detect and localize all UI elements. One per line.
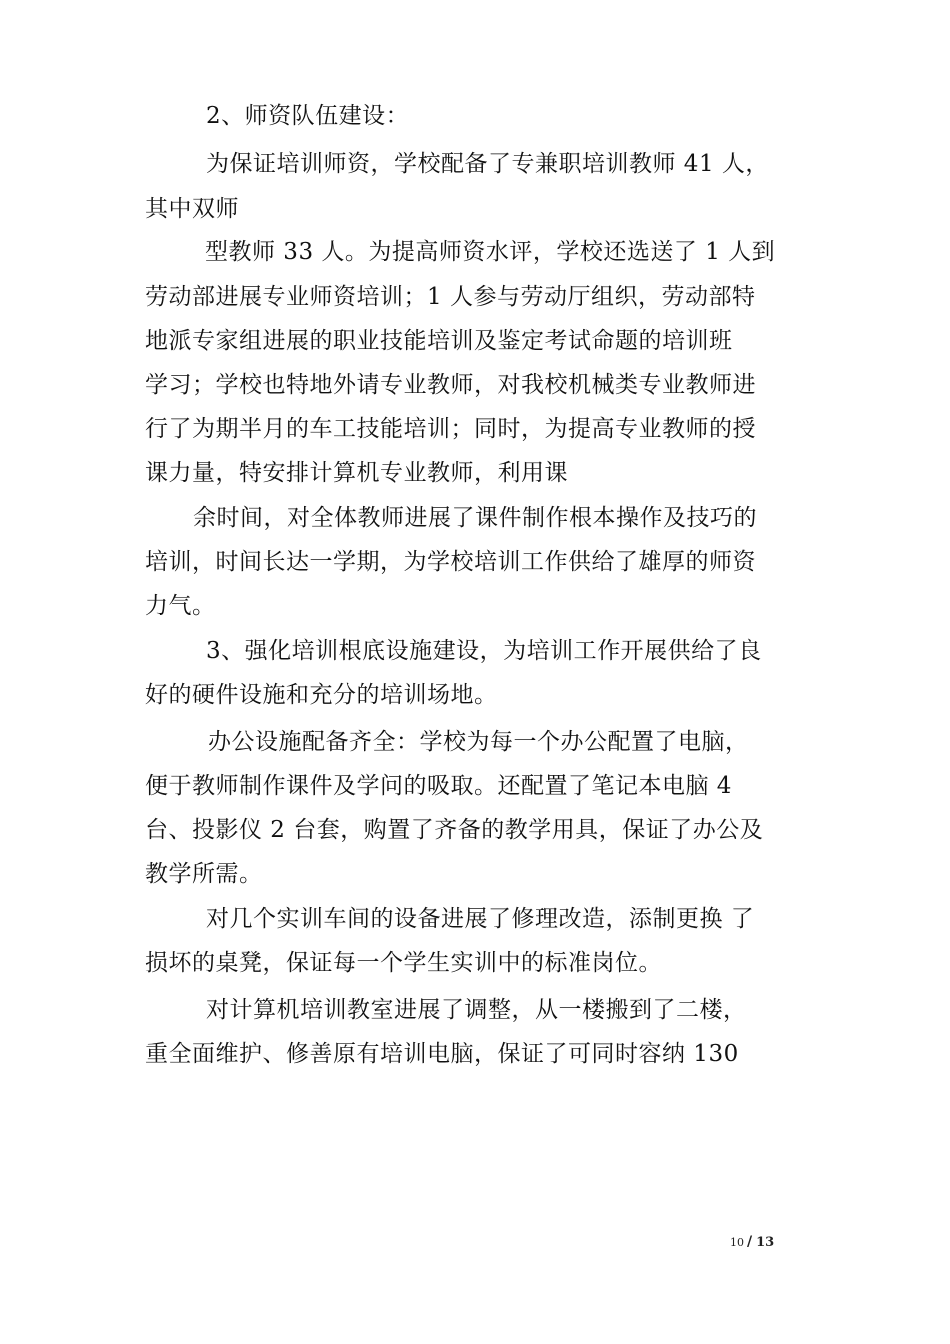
- text-line: 余时间，对全体教师进展了课件制作根本操作及技巧的: [193, 505, 757, 531]
- text-line: 好的硬件设施和充分的培训场地。: [145, 682, 498, 708]
- text-line: 为保证培训师资，学校配备了专兼职培训教师 41 人，: [206, 151, 769, 177]
- text-line: 力气。: [145, 593, 216, 619]
- text-line: 2、师资队伍建设：: [206, 103, 410, 129]
- text-line: 培训，时间长达一学期，为学校培训工作供给了雄厚的师资: [145, 549, 756, 575]
- text-line: 学习；学校也特地外请专业教师，对我校机械类专业教师进: [145, 372, 756, 398]
- text-line: 教学所需。: [145, 861, 263, 887]
- text-line: 便于教师制作课件及学问的吸取。还配置了笔记本电脑 4: [145, 773, 732, 799]
- text-line: 对计算机培训教室进展了调整，从一楼搬到了二楼，: [206, 997, 747, 1023]
- text-line: 劳动部进展专业师资培训；1 人参与劳动厅组织，劳动部特: [145, 284, 756, 310]
- text-line: 办公设施配备齐全：学校为每一个办公配置了电脑，: [208, 729, 749, 755]
- text-line: 损坏的桌凳，保证每一个学生实训中的标准岗位。: [145, 950, 662, 976]
- current-page-number: 10: [730, 1236, 744, 1249]
- text-line: 课力量，特安排计算机专业教师，利用课: [145, 460, 568, 486]
- text-line: 台、投影仪 2 台套，购置了齐备的教学用具，保证了办公及: [145, 817, 764, 843]
- text-line: 重全面维护、修善原有培训电脑，保证了可同时容纳 130: [145, 1041, 739, 1067]
- text-line: 其中双师: [145, 196, 239, 222]
- text-line: 3、强化培训根底设施建设，为培训工作开展供给了良: [206, 638, 762, 664]
- page-number: [730, 1234, 774, 1251]
- text-line: 地派专家组进展的职业技能培训及鉴定考试命题的培训班: [145, 328, 733, 354]
- total-pages-number: 13: [756, 1235, 775, 1250]
- page-separator: /: [747, 1234, 753, 1250]
- text-line: 行了为期半月的车工技能培训；同时，为提高专业教师的授: [145, 416, 756, 442]
- text-line: 型教师 33 人。为提高师资水评，学校还选送了 1 人到: [205, 239, 776, 265]
- text-line: 对几个实训车间的设备进展了修理改造，添制更换 了: [206, 906, 755, 932]
